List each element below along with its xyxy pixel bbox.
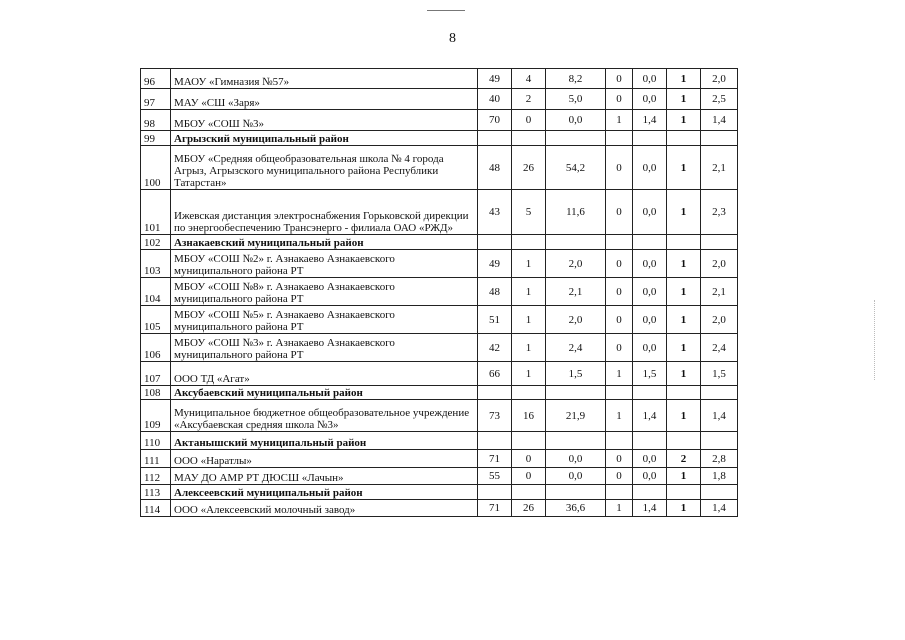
- value-cell-6: 1: [667, 278, 701, 306]
- row-number-cell: 101: [141, 190, 171, 235]
- row-number-cell: 105: [141, 306, 171, 334]
- row-number-cell: 100: [141, 146, 171, 190]
- value-cell-3: 2,1: [546, 278, 606, 306]
- value-cell-5: 1,4: [633, 400, 667, 432]
- value-cell-5: 0,0: [633, 146, 667, 190]
- value-cell-1: [478, 432, 512, 450]
- value-cell-2: 1: [512, 306, 546, 334]
- organization-name-cell: ООО «Наратлы»: [171, 450, 478, 468]
- value-cell-1: 49: [478, 69, 512, 89]
- value-cell-5: [633, 131, 667, 146]
- value-cell-1: 49: [478, 250, 512, 278]
- value-cell-1: [478, 235, 512, 250]
- value-cell-3: 8,2: [546, 69, 606, 89]
- table-row: [141, 450, 738, 468]
- value-cell-3: [546, 131, 606, 146]
- value-cell-2: 1: [512, 362, 546, 386]
- value-cell-5: 1,4: [633, 110, 667, 131]
- value-cell-2: 1: [512, 250, 546, 278]
- value-cell-4: 0: [606, 89, 633, 110]
- value-cell-2: 2: [512, 89, 546, 110]
- value-cell-2: 0: [512, 110, 546, 131]
- value-cell-2: [512, 386, 546, 400]
- table-row: [141, 69, 738, 89]
- section-title-cell: Аксубаевский муниципальный район: [171, 386, 478, 400]
- value-cell-4: 0: [606, 306, 633, 334]
- row-number-cell: 103: [141, 250, 171, 278]
- value-cell-4: 0: [606, 146, 633, 190]
- value-cell-4: 1: [606, 362, 633, 386]
- section-row: [141, 131, 738, 146]
- value-cell-3: [546, 432, 606, 450]
- row-number-cell: 107: [141, 362, 171, 386]
- organization-name-cell: МАУ ДО АМР РТ ДЮСШ «Лачын»: [171, 468, 478, 485]
- value-cell-5: [633, 432, 667, 450]
- value-cell-7: 2,3: [701, 190, 738, 235]
- organization-name-cell: МБОУ «СОШ №3» г. Азнакаево Азнакаевского муниципального района РТ: [171, 334, 478, 362]
- organization-name-cell: Муниципальное бюджетное общеобразовательное учреждение «Аксубаевская средняя школа №3»: [171, 400, 478, 432]
- value-cell-7: [701, 131, 738, 146]
- value-cell-2: [512, 131, 546, 146]
- value-cell-3: 5,0: [546, 89, 606, 110]
- value-cell-5: 0,0: [633, 69, 667, 89]
- table-row: [141, 110, 738, 131]
- organization-name-cell: МБОУ «СОШ №8» г. Азнакаево Азнакаевского муниципального района РТ: [171, 278, 478, 306]
- value-cell-1: 51: [478, 306, 512, 334]
- section-title-cell: Алексеевский муниципальный район: [171, 485, 478, 500]
- row-number-cell: 99: [141, 131, 171, 146]
- value-cell-4: [606, 432, 633, 450]
- section-title-cell: Азнакаевский муниципальный район: [171, 235, 478, 250]
- value-cell-1: 43: [478, 190, 512, 235]
- value-cell-1: 66: [478, 362, 512, 386]
- value-cell-4: 0: [606, 190, 633, 235]
- row-number-cell: 111: [141, 450, 171, 468]
- row-number-cell: 110: [141, 432, 171, 450]
- value-cell-4: 0: [606, 334, 633, 362]
- value-cell-6: 1: [667, 190, 701, 235]
- row-number-cell: 97: [141, 89, 171, 110]
- value-cell-1: [478, 485, 512, 500]
- value-cell-1: 55: [478, 468, 512, 485]
- table-row: [141, 89, 738, 110]
- section-row: [141, 485, 738, 500]
- organization-name-cell: МБОУ «СОШ №2» г. Азнакаево Азнакаевского муниципального района РТ: [171, 250, 478, 278]
- organization-name-cell: МБОУ «СОШ №5» г. Азнакаево Азнакаевского муниципального района РТ: [171, 306, 478, 334]
- value-cell-6: 1: [667, 400, 701, 432]
- value-cell-7: 2,0: [701, 69, 738, 89]
- row-number-cell: 106: [141, 334, 171, 362]
- value-cell-6: [667, 235, 701, 250]
- row-number-cell: 104: [141, 278, 171, 306]
- table-row: [141, 306, 738, 334]
- value-cell-6: 1: [667, 500, 701, 517]
- page-number: 8: [449, 31, 456, 46]
- value-cell-1: 71: [478, 450, 512, 468]
- table-row: [141, 250, 738, 278]
- value-cell-4: 0: [606, 250, 633, 278]
- value-cell-3: 1,5: [546, 362, 606, 386]
- value-cell-4: 1: [606, 400, 633, 432]
- value-cell-2: [512, 432, 546, 450]
- value-cell-5: 0,0: [633, 306, 667, 334]
- value-cell-2: 26: [512, 146, 546, 190]
- value-cell-1: [478, 131, 512, 146]
- value-cell-5: [633, 485, 667, 500]
- value-cell-3: 0,0: [546, 450, 606, 468]
- section-row: [141, 432, 738, 450]
- table-row: [141, 334, 738, 362]
- data-table: [140, 68, 738, 517]
- value-cell-5: 0,0: [633, 278, 667, 306]
- value-cell-2: 0: [512, 450, 546, 468]
- value-cell-6: 1: [667, 146, 701, 190]
- row-number-cell: 96: [141, 69, 171, 89]
- value-cell-1: 48: [478, 146, 512, 190]
- row-number-cell: 114: [141, 500, 171, 517]
- section-row: [141, 235, 738, 250]
- value-cell-3: [546, 485, 606, 500]
- value-cell-6: [667, 432, 701, 450]
- top-rule-line: [427, 10, 465, 11]
- value-cell-6: 1: [667, 306, 701, 334]
- organization-name-cell: МБОУ «СОШ №3»: [171, 110, 478, 131]
- value-cell-4: 1: [606, 500, 633, 517]
- value-cell-7: 2,1: [701, 278, 738, 306]
- value-cell-1: 42: [478, 334, 512, 362]
- table-row: [141, 278, 738, 306]
- value-cell-6: [667, 485, 701, 500]
- value-cell-3: 54,2: [546, 146, 606, 190]
- row-number-cell: 102: [141, 235, 171, 250]
- organization-name-cell: МАУ «СШ «Заря»: [171, 89, 478, 110]
- value-cell-7: 2,8: [701, 450, 738, 468]
- table-row: [141, 190, 738, 235]
- value-cell-2: [512, 235, 546, 250]
- value-cell-3: 2,4: [546, 334, 606, 362]
- value-cell-4: 0: [606, 278, 633, 306]
- value-cell-4: [606, 235, 633, 250]
- value-cell-3: 2,0: [546, 306, 606, 334]
- value-cell-5: 0,0: [633, 89, 667, 110]
- value-cell-7: [701, 235, 738, 250]
- value-cell-3: [546, 386, 606, 400]
- row-number-cell: 112: [141, 468, 171, 485]
- value-cell-3: 2,0: [546, 250, 606, 278]
- value-cell-7: 2,5: [701, 89, 738, 110]
- value-cell-2: 1: [512, 334, 546, 362]
- table-row: [141, 500, 738, 517]
- value-cell-6: [667, 386, 701, 400]
- table-row: [141, 400, 738, 432]
- value-cell-6: 1: [667, 110, 701, 131]
- value-cell-7: 1,4: [701, 500, 738, 517]
- value-cell-3: [546, 235, 606, 250]
- value-cell-7: 2,0: [701, 306, 738, 334]
- table-row: [141, 362, 738, 386]
- row-number-cell: 108: [141, 386, 171, 400]
- value-cell-5: 0,0: [633, 334, 667, 362]
- value-cell-5: [633, 386, 667, 400]
- value-cell-7: 1,4: [701, 110, 738, 131]
- value-cell-5: 0,0: [633, 250, 667, 278]
- value-cell-1: 70: [478, 110, 512, 131]
- value-cell-5: 1,5: [633, 362, 667, 386]
- value-cell-3: 11,6: [546, 190, 606, 235]
- value-cell-1: [478, 386, 512, 400]
- value-cell-3: 0,0: [546, 468, 606, 485]
- table-row: [141, 468, 738, 485]
- value-cell-7: 1,5: [701, 362, 738, 386]
- scan-artifact: [874, 300, 881, 380]
- value-cell-2: 0: [512, 468, 546, 485]
- value-cell-4: 1: [606, 110, 633, 131]
- value-cell-5: [633, 235, 667, 250]
- value-cell-4: [606, 386, 633, 400]
- value-cell-6: 1: [667, 250, 701, 278]
- organization-name-cell: ООО «Алексеевский молочный завод»: [171, 500, 478, 517]
- value-cell-4: [606, 131, 633, 146]
- value-cell-4: [606, 485, 633, 500]
- value-cell-4: 0: [606, 69, 633, 89]
- value-cell-7: 2,1: [701, 146, 738, 190]
- organization-name-cell: Ижевская дистанция электроснабжения Горьковской дирекции по энергообеспечению Трансэнерго - филиала ОАО «РЖД»: [171, 190, 478, 235]
- value-cell-6: 2: [667, 450, 701, 468]
- value-cell-7: 2,4: [701, 334, 738, 362]
- value-cell-7: 2,0: [701, 250, 738, 278]
- value-cell-3: 0,0: [546, 110, 606, 131]
- value-cell-6: 1: [667, 89, 701, 110]
- value-cell-7: 1,8: [701, 468, 738, 485]
- value-cell-6: [667, 131, 701, 146]
- section-row: [141, 386, 738, 400]
- row-number-cell: 109: [141, 400, 171, 432]
- value-cell-1: 40: [478, 89, 512, 110]
- value-cell-2: 26: [512, 500, 546, 517]
- value-cell-5: 1,4: [633, 500, 667, 517]
- row-number-cell: 98: [141, 110, 171, 131]
- value-cell-5: 0,0: [633, 450, 667, 468]
- value-cell-2: 4: [512, 69, 546, 89]
- section-title-cell: Актанышский муниципальный район: [171, 432, 478, 450]
- value-cell-2: 5: [512, 190, 546, 235]
- value-cell-5: 0,0: [633, 468, 667, 485]
- value-cell-4: 0: [606, 468, 633, 485]
- value-cell-3: 21,9: [546, 400, 606, 432]
- organization-name-cell: ООО ТД «Агат»: [171, 362, 478, 386]
- value-cell-4: 0: [606, 450, 633, 468]
- value-cell-7: 1,4: [701, 400, 738, 432]
- table-row: [141, 146, 738, 190]
- value-cell-7: [701, 485, 738, 500]
- value-cell-6: 1: [667, 69, 701, 89]
- value-cell-2: [512, 485, 546, 500]
- row-number-cell: 113: [141, 485, 171, 500]
- value-cell-1: 71: [478, 500, 512, 517]
- value-cell-2: 1: [512, 278, 546, 306]
- value-cell-2: 16: [512, 400, 546, 432]
- value-cell-5: 0,0: [633, 190, 667, 235]
- value-cell-1: 48: [478, 278, 512, 306]
- organization-name-cell: МБОУ «Средняя общеобразовательная школа № 4 города Агрыз, Агрызского муниципального района Республики Татарстан»: [171, 146, 478, 190]
- value-cell-1: 73: [478, 400, 512, 432]
- section-title-cell: Агрызский муниципальный район: [171, 131, 478, 146]
- value-cell-3: 36,6: [546, 500, 606, 517]
- organization-name-cell: МАОУ «Гимназия №57»: [171, 69, 478, 89]
- value-cell-6: 1: [667, 468, 701, 485]
- value-cell-7: [701, 432, 738, 450]
- value-cell-6: 1: [667, 362, 701, 386]
- value-cell-7: [701, 386, 738, 400]
- value-cell-6: 1: [667, 334, 701, 362]
